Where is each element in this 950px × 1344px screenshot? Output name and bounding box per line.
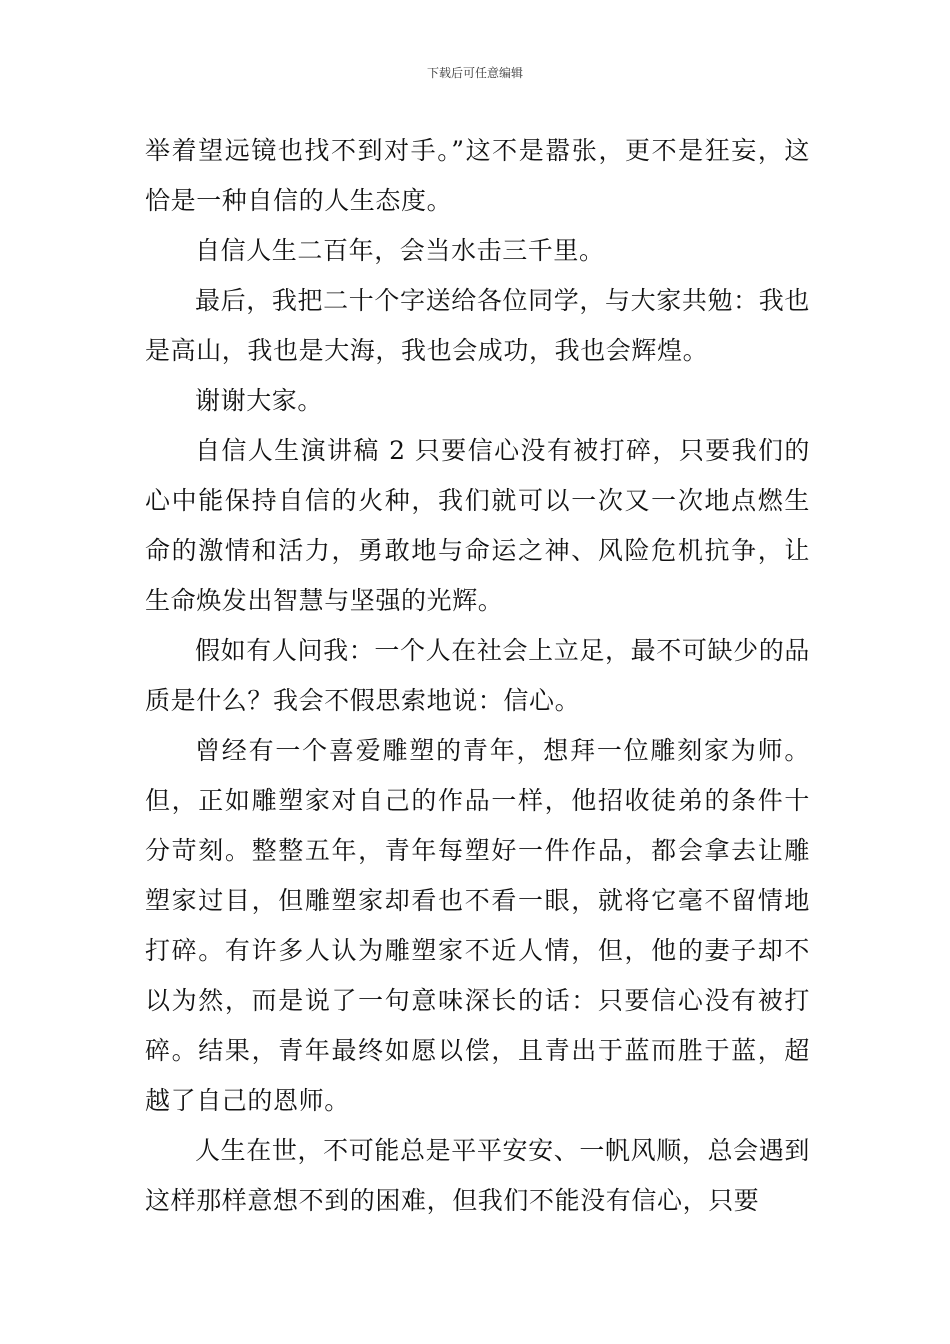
paragraph: 曾经有一个喜爱雕塑的青年，想拜一位雕刻家为师。但，正如雕塑家对自己的作品一样，他招收徒弟的条件十分苛刻。整整五年，青年每塑好一件作品，都会拿去让雕塑家过目，但雕塑家却看也不看一眼，就将它毫不留情地打碎。有许多人认为雕塑家不近人情，但，他的妻子却不以为然，而是说了一句意味深长的话：只要信心没有被打碎。结果，青年最终如愿以偿，且青出于蓝而胜于蓝，超越了自己的恩师。 bbox=[145, 736, 810, 1115]
paragraph: 举着望远镜也找不到对手。”这不是嚣张，更不是狂妄，这恰是一种自信的人生态度。 bbox=[145, 136, 810, 215]
paragraph: 谢谢大家。 bbox=[195, 386, 324, 415]
paragraph: 最后，我把二十个字送给各位同学，与大家共勉：我也是高山，我也是大海，我也会成功，我也会辉煌。 bbox=[145, 286, 810, 365]
paragraph: 人生在世，不可能总是平平安安、一帆风顺，总会遇到这样那样意想不到的困难，但我们不能没有信心，只要 bbox=[145, 1136, 810, 1215]
page-header-note: 下载后可任意编辑 bbox=[426, 66, 523, 80]
document-body bbox=[145, 126, 810, 1226]
paragraph: 自信人生二百年，会当水击三千里。 bbox=[195, 236, 605, 265]
paragraph: 自信人生演讲稿 2 只要信心没有被打碎，只要我们的心中能保持自信的火种，我们就可以一次又一次地点燃生命的激情和活力，勇敢地与命运之神、风险危机抗争，让生命焕发出智慧与坚强的光辉。 bbox=[145, 436, 810, 615]
paragraph: 假如有人问我：一个人在社会上立足，最不可缺少的品质是什么？我会不假思索地说：信心。 bbox=[145, 636, 810, 715]
